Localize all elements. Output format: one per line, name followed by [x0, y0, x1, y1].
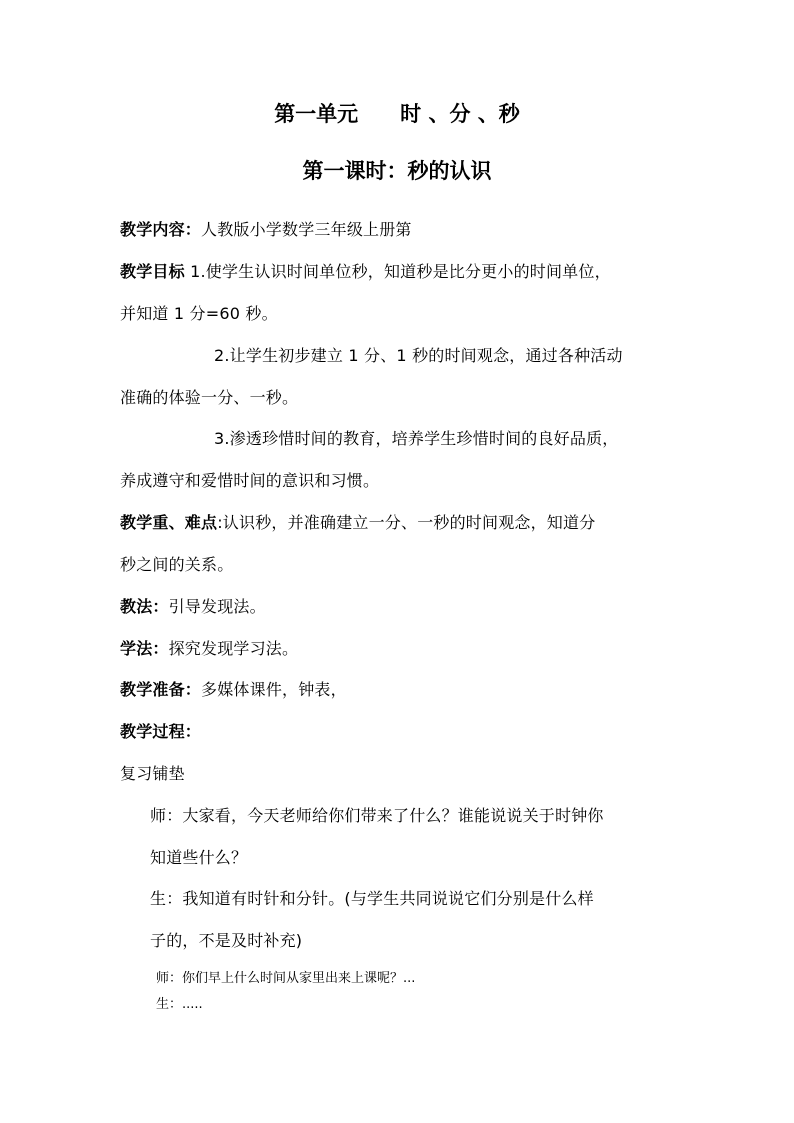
process-label: 教学过程：	[120, 722, 202, 741]
prep-text: 多媒体课件，钟表，	[201, 680, 347, 699]
goals-row	[120, 259, 611, 282]
content-text: 人教版小学数学三年级上册第	[201, 220, 412, 239]
method-label: 教法：	[120, 597, 169, 616]
goal3-line1: 3.渗透珍惜时间的教育，培养学生珍惜时间的良好品质，	[214, 429, 619, 448]
student1-line2: 子的，不是及时补充)	[150, 931, 303, 950]
teacher1-line2: 知道些什么？	[150, 848, 248, 867]
content-label: 教学内容：	[120, 220, 202, 239]
goal1-line2: 并知道 1 分=60 秒。	[120, 304, 278, 323]
student1-line1: 生：我知道有时针和分针。(与学生共同说说它们分别是什么样	[150, 889, 594, 908]
review-heading: 复习铺垫	[120, 764, 185, 783]
keypoints-text-line1: :认识秒，并准确建立一分、一秒的时间观念，知道分	[217, 513, 596, 532]
keypoints-label: 教学重、难点	[120, 513, 218, 532]
prep-row	[120, 677, 347, 700]
goal3-line2: 养成遵守和爱惜时间的意识和习惯。	[120, 471, 380, 490]
method-row	[120, 594, 266, 617]
learning-row	[120, 636, 298, 659]
teacher2-line: 师：你们早上什么时间从家里出来上课呢？...	[156, 971, 416, 986]
goal2-line2: 准确的体验一分、一秒。	[120, 388, 299, 407]
unit-title: 第一单元 时 、分 、秒	[274, 102, 520, 126]
student2-line: 生：.....	[156, 997, 203, 1012]
lesson-title: 第一课时：秒的认识	[302, 159, 492, 183]
goal2-line1: 2.让学生初步建立 1 分、1 秒的时间观念，通过各种活动	[214, 346, 623, 365]
content-row	[120, 217, 412, 240]
process-row	[120, 719, 201, 742]
learning-label: 学法：	[120, 639, 169, 658]
keypoints-row	[120, 510, 595, 533]
method-text: 引导发现法。	[168, 597, 266, 616]
goals-label: 教学目标	[120, 262, 185, 281]
prep-label: 教学准备：	[120, 680, 202, 699]
keypoints-text-line2: 秒之间的关系。	[120, 555, 234, 574]
goal1-line1: 1.使学生认识时间单位秒，知道秒是比分更小的时间单位，	[190, 262, 611, 281]
learning-text: 探究发现学习法。	[168, 639, 299, 658]
teacher1-line1: 师：大家看，今天老师给你们带来了什么？谁能说说关于时钟你	[150, 806, 604, 825]
